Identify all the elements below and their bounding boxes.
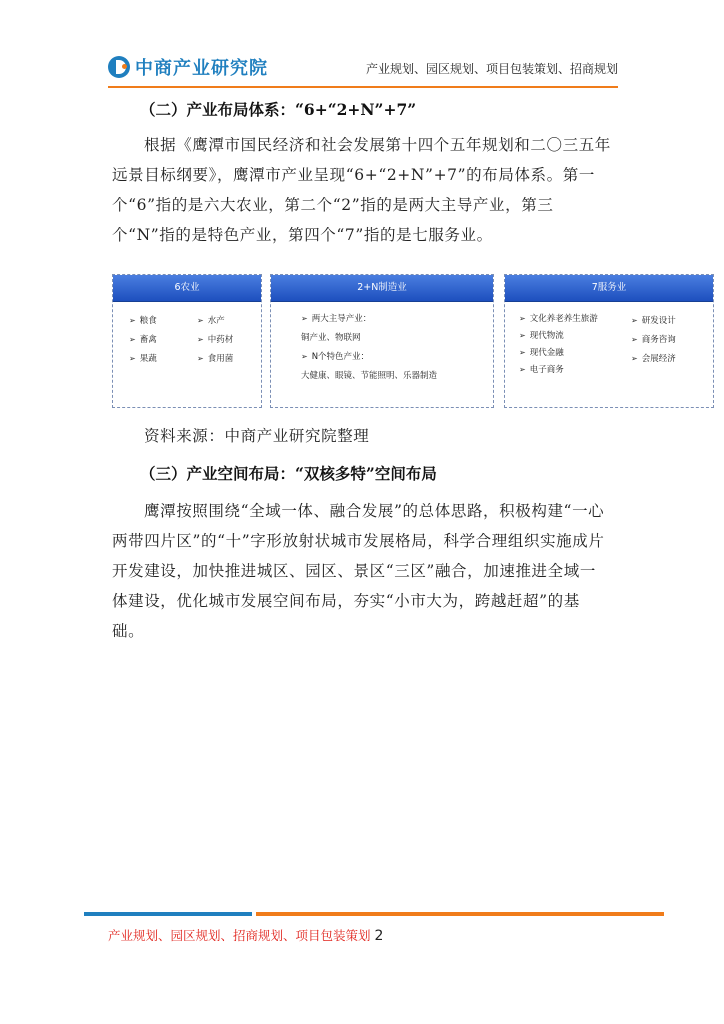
arrow-bullet-icon: ➢	[519, 331, 526, 340]
agriculture-col-1	[129, 314, 157, 371]
page-header	[108, 50, 618, 84]
footer-tagline: 产业规划、园区规划、招商规划、项目包装策划	[108, 928, 371, 943]
list-item: ➢ N个特色产业：	[301, 352, 370, 362]
agriculture-col-2	[197, 314, 233, 371]
list-item: ➢ 研发设计	[631, 316, 676, 326]
paragraph-layout-system: 根据《鹰潭市国民经济和社会发展第十四个五年规划和二〇三五年远景目标纲要》，鹰潭市产业呈现“6+“2+N”+7”的布局体系。第一个“6”指的是六大农业，第二个“2”指的是两大主导产业，第三个“N”指的是特色产业，第四个“7”指的是七服务业。	[112, 136, 611, 244]
list-item: ➢ 食用菌	[197, 354, 234, 364]
list-item-detail: 铜产业、物联网	[301, 333, 361, 343]
agriculture-box	[112, 274, 262, 408]
list-item: ➢ 现代物流	[519, 331, 564, 341]
services-box	[504, 274, 714, 408]
arrow-bullet-icon: ➢	[197, 335, 204, 344]
paragraph-spatial-layout: 鹰潭按照围绕“全域一体、融合发展”的总体思路，积极构建“一心两带四片区”的“十”字形放射状城市发展格局，科学合理组织实施成片开发建设，加快推进城区、园区、景区“三区”融合，加速推进全域一体建设，优化城市发展空间布局，夯实“小市大为，跨越赶超”的基础。	[112, 502, 605, 640]
logo-text: 中商产业研究院	[135, 58, 268, 79]
arrow-bullet-icon: ➢	[519, 365, 526, 374]
services-box-title: 7服务业	[505, 275, 713, 302]
list-item: ➢ 两大主导产业：	[301, 314, 372, 324]
arrow-bullet-icon: ➢	[631, 354, 638, 363]
services-col-2	[631, 314, 676, 371]
arrow-bullet-icon: ➢	[197, 354, 204, 363]
arrow-bullet-icon: ➢	[197, 316, 204, 325]
list-item: ➢ 粮食	[129, 316, 157, 326]
logo-icon	[108, 56, 130, 78]
services-col-1	[519, 312, 598, 380]
arrow-bullet-icon: ➢	[631, 335, 638, 344]
list-item: ➢ 会展经济	[631, 354, 676, 364]
list-item: ➢ 电子商务	[519, 365, 564, 375]
arrow-bullet-icon: ➢	[129, 316, 136, 325]
page-number: 2	[374, 928, 384, 944]
arrow-bullet-icon: ➢	[301, 352, 308, 361]
list-item: ➢ 畜禽	[129, 335, 157, 345]
list-item: ➢ 果蔬	[129, 354, 157, 364]
arrow-bullet-icon: ➢	[519, 348, 526, 357]
footer-divider-blue	[84, 912, 252, 916]
data-source-note: 资料来源：中商产业研究院整理	[144, 427, 370, 445]
page-footer	[108, 926, 383, 944]
list-item: ➢ 商务咨询	[631, 335, 676, 345]
list-item: ➢ 现代金融	[519, 348, 564, 358]
list-item: ➢ 文化养老养生旅游	[519, 314, 598, 324]
header-divider	[108, 86, 618, 88]
arrow-bullet-icon: ➢	[301, 314, 308, 323]
company-logo	[108, 54, 268, 80]
manufacturing-box-title: 2+N制造业	[271, 275, 493, 302]
footer-divider-orange	[256, 912, 664, 916]
list-item-detail: 大健康、眼镜、节能照明、乐器制造	[301, 371, 438, 381]
section-title-spatial-layout: （三）产业空间布局：“双核多特”空间布局	[140, 464, 437, 483]
agriculture-box-title: 6农业	[113, 275, 261, 302]
section-title-layout-system: （二）产业布局体系：“6+“2+N”+7”	[140, 100, 417, 119]
arrow-bullet-icon: ➢	[129, 335, 136, 344]
manufacturing-box	[270, 274, 494, 408]
list-item: ➢ 水产	[197, 316, 225, 326]
arrow-bullet-icon: ➢	[631, 316, 638, 325]
arrow-bullet-icon: ➢	[129, 354, 136, 363]
list-item: ➢ 中药材	[197, 335, 234, 345]
arrow-bullet-icon: ➢	[519, 314, 526, 323]
header-tagline: 产业规划、园区规划、项目包装策划、招商规划	[365, 62, 618, 76]
industry-layout-diagram	[112, 274, 714, 408]
